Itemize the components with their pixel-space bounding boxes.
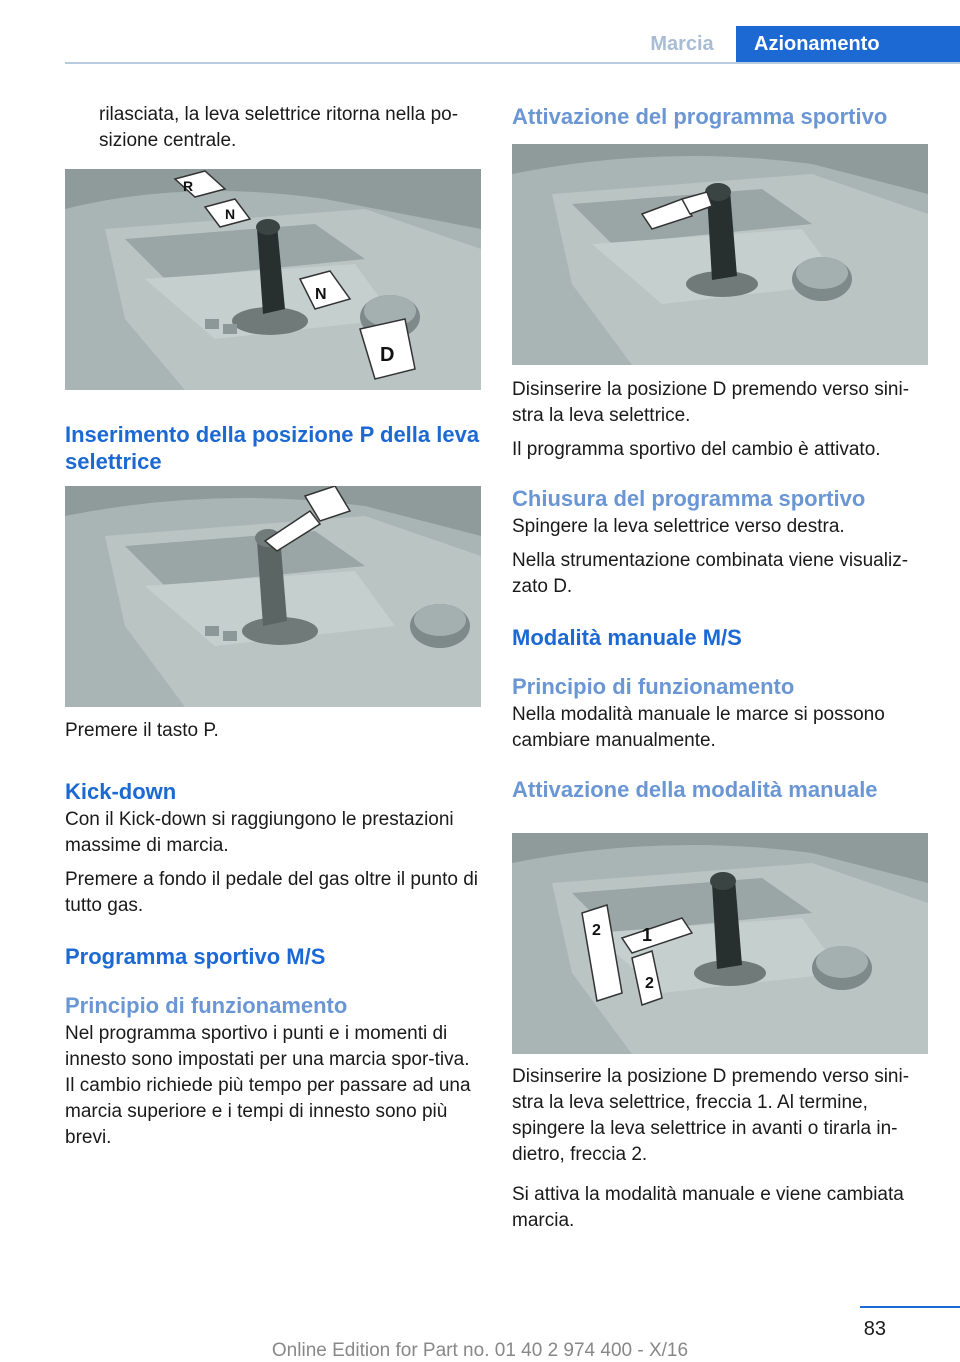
- arrow-label-d: D: [380, 344, 395, 366]
- text-close-sport-1: Spingere la leva selettrice verso destra.: [512, 516, 845, 537]
- text-principle-right: Nella modalità manuale le marce si possono cambiare manualmente.: [512, 704, 885, 751]
- header-section-azionamento: Azionamento: [736, 26, 960, 62]
- text-press-p: Premere il tasto P.: [65, 720, 219, 741]
- header-section-marcia: Marcia: [650, 33, 714, 55]
- illustration-p-button: [65, 486, 481, 707]
- heading-manual-mode: Modalità manuale M/S: [512, 625, 742, 650]
- header-rule: [65, 62, 960, 64]
- heading-kick-down: Kick-down: [65, 779, 177, 804]
- illustration-activate-manual: [512, 833, 928, 1054]
- arrow-label-n-lower: N: [315, 286, 327, 303]
- page-number: 83: [863, 1318, 886, 1340]
- arrow-label-2-upper: 2: [592, 922, 601, 939]
- text-kick-down-1: Con il Kick-down si raggiungono le prestazioni massime di marcia.: [65, 809, 454, 856]
- text-principle-left: Nel programma sportivo i punti e i momenti di innesto sono impostati per una marcia spor-tiva. Il cambio richiede più tempo per passare ad una marcia superiore e i tempi di innesto sono più brevi.: [65, 1023, 471, 1148]
- illustration-selector-lever-r-n-d: [65, 169, 481, 390]
- text-close-sport-2: Nella strumentazione combinata viene visualiz-zato D.: [512, 550, 909, 597]
- heading-park-position: Inserimento della posizione P della leva selettrice: [65, 422, 480, 474]
- heading-activate-sport: Attivazione del programma sportivo: [512, 104, 888, 129]
- text-activate-manual-2: Si attiva la modalità manuale e viene cambiata marcia.: [512, 1184, 904, 1231]
- heading-close-sport: Chiusura del programma sportivo: [512, 486, 866, 511]
- footer-edition: Online Edition for Part no. 01 40 2 974 400 - X/16: [271, 1340, 689, 1361]
- heading-principle-left: Principio di funzionamento: [65, 993, 348, 1018]
- text-activate-sport-1: Disinserire la posizione D premendo verso sini-stra la leva selettrice.: [512, 379, 910, 426]
- heading-sport-program: Programma sportivo M/S: [65, 944, 326, 969]
- text-activate-manual-1: Disinserire la posizione D premendo verso sini-stra la leva selettrice, freccia 1. Al termine, spingere la leva selettrice in avanti o tirarla in-dietro, freccia 2.: [512, 1066, 910, 1165]
- footer-rule: [860, 1306, 960, 1308]
- heading-principle-right: Principio di funzionamento: [512, 674, 795, 699]
- text-activate-sport-2: Il programma sportivo del cambio è attivato.: [512, 439, 881, 460]
- text-kick-down-2: Premere a fondo il pedale del gas oltre il punto di tutto gas.: [65, 869, 478, 916]
- heading-activate-manual: Attivazione della modalità manuale: [512, 777, 878, 802]
- arrow-label-1: 1: [642, 925, 653, 945]
- arrow-label-r: R: [183, 178, 194, 194]
- intro-text: rilasciata, la leva selettrice ritorna nella po-sizione centrale.: [99, 104, 459, 151]
- illustration-activate-sport: [512, 144, 928, 365]
- arrow-label-n-upper: N: [225, 206, 236, 222]
- arrow-label-2-lower: 2: [645, 975, 654, 992]
